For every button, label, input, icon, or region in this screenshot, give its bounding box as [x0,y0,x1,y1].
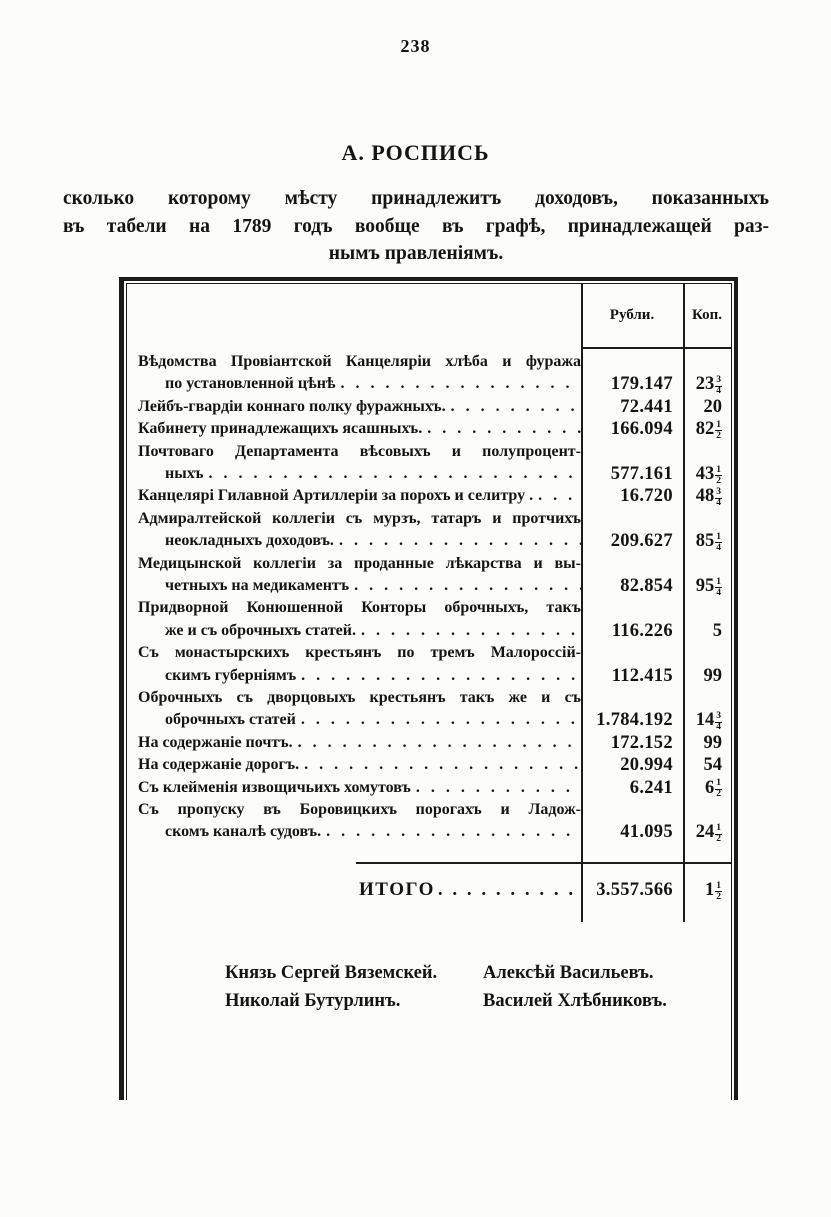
kopecks-cell [681,396,731,418]
kopeck-value: 1 [705,880,715,900]
row-label-line: Канцелярі Гилавной Артиллеріи за порохъ и селитру . . . . [138,485,581,507]
kopeck-value: 43 [695,463,715,484]
kopeck-value: 24 [695,822,715,843]
row-label [127,687,581,732]
kopecks-cell [681,709,731,731]
kopecks-cell [681,485,731,507]
total-row [356,874,731,902]
row-label [127,351,581,396]
table-row [127,732,731,754]
table-row [127,351,731,396]
subtitle-line-1: сколько которому мѣсту принадлежитъ доходовъ, показанныхъ [63,188,769,209]
kopeck-value: 54 [703,755,722,776]
row-label-line: неокладныхъ доходовъ. . . . [138,530,581,552]
row-label [127,396,581,418]
kopecks-cell [681,665,731,687]
row-label-line: ныхъ . . . [138,463,581,485]
row-label-line: На содержаніе почтъ. . . . [138,732,581,754]
row-label [127,732,581,754]
row-label-line: оброчныхъ статей . . . [138,709,581,731]
revenue-table-frame [119,277,738,1100]
kopeck-fraction: $\frac{1}{2}$ [716,880,721,902]
table-row [127,485,731,507]
doc-subtitle [63,185,769,268]
kopeck-value: 23 [695,374,715,395]
kopecks-cell [681,821,731,843]
kopeck-fraction: $\frac{3}{4}$ [716,375,721,397]
kopeck-fraction: $\frac{1}{4}$ [716,531,721,553]
table-row [127,777,731,799]
kopeck-value: 99 [703,665,722,686]
rubles-value: 82.854 [620,575,673,596]
table-row [127,754,731,776]
kopecks-cell [681,575,731,597]
table-rows [127,351,731,844]
kopeck-value: 5 [712,620,722,641]
table-row [127,553,731,598]
doc-title: А. РОСПИСЬ [341,140,490,165]
row-label-line: Съ клейменія извощичьихъ хомутовъ . . . [138,777,581,799]
rubles-value: 166.094 [610,419,673,440]
kopeck-fraction: $\frac{1}{2}$ [716,778,721,800]
subtitle-line-3: нымъ правленіямъ. [328,243,504,265]
row-label [127,485,581,507]
kopeck-value: 6 [705,777,715,798]
revenue-table [126,283,732,1100]
row-label [127,508,581,553]
kopeck-value: 48 [695,486,715,507]
rubles-value: 20.994 [620,755,673,776]
kopeck-value: 14 [695,710,715,731]
row-label [127,553,581,598]
kopecks-cell [681,620,731,642]
rubles-value: 209.627 [610,531,673,552]
row-label [127,418,581,440]
kopeck-fraction: $\frac{1}{4}$ [716,576,721,598]
kopecks-cell [681,463,731,485]
rubles-value: 112.415 [611,665,673,686]
row-label [127,754,581,776]
rubles-value: 116.226 [611,620,673,641]
row-label-line: по установленной цѣнѣ . . . [138,373,581,395]
rubles-value: 72.441 [620,396,673,417]
total-rule [356,862,731,864]
signature: Николай Бутурлинъ. [225,990,401,1011]
kopeck-fraction: $\frac{3}{4}$ [716,487,721,509]
row-label-line: Придворной Конюшенной Конторы оброчныхъ, такъ [138,599,581,617]
signatures-right-column [483,960,667,1015]
rubles-value: 16.720 [620,486,673,507]
kopeck-value: 20 [703,396,722,417]
kopecks-cell [681,530,731,552]
column-header-rubles: Рубли. [609,307,655,323]
total-label: ИТОГО . . . [356,878,581,902]
row-label [127,642,581,687]
signatures-left-column [225,960,437,1015]
kopeck-value: 99 [703,732,722,753]
kopecks-cell [681,373,731,395]
row-label [127,777,581,799]
kopeck-fraction: $\frac{1}{2}$ [716,823,721,845]
rubles-value: 179.147 [610,374,673,395]
table-row [127,642,731,687]
column-header-kopecks: Коп. [691,307,723,323]
row-label [127,799,581,844]
signature: Князь Сергей Вяземскей. [225,963,438,983]
total-rubles: 3.557.566 [596,880,673,900]
rubles-value: 577.161 [610,463,673,484]
table-row [127,418,731,440]
row-label-line: Медицынской коллегіи за проданные лѣкарства и вы- [138,554,581,572]
kopeck-fraction: $\frac{1}{2}$ [716,464,721,486]
rubles-value: 1.784.192 [596,710,673,731]
page-number: 238 [400,36,431,56]
kopeck-fraction: $\frac{3}{4}$ [716,711,721,733]
kopecks-cell [681,418,731,440]
table-row [127,687,731,732]
row-label-line: Съ монастырскихъ крестьянъ по тремъ Малороссій- [138,644,581,662]
row-label-line: Съ пропуску въ Боровицкихъ порогахъ и Ладож- [138,800,581,818]
kopecks-cell [681,777,731,799]
kopeck-value: 82 [695,419,715,440]
header-rule [581,347,731,349]
row-label-line: Лейбъ-гвардіи коннаго полку фуражныхъ. . . . [138,396,581,418]
row-label-line: Оброчныхъ съ дворцовыхъ крестьянъ такъ же и съ [138,688,581,706]
table-row [127,441,731,486]
kopeck-value: 85 [695,531,715,552]
row-label [127,597,581,642]
row-label-line: скомъ каналѣ судовъ. . . . [138,821,581,843]
signature: Алексѣй Васильевъ. [483,963,654,983]
row-label-line: четныхъ на медикаментъ . . . [138,575,581,597]
total-kopecks [681,878,731,902]
table-row [127,597,731,642]
kopeck-fraction: $\frac{1}{2}$ [716,419,721,441]
rubles-value: 6.241 [629,777,673,798]
kopeck-value: 95 [695,575,715,596]
row-label-line: же и съ оброчныхъ статей. . . . [138,620,581,642]
row-label-line: скимъ губерніямъ . . . [138,665,581,687]
row-label-line: На содержаніе дорогъ. . . . [138,754,581,776]
row-label-line: Почтоваго Департамента вѣсовыхъ и полупроцент- [138,442,581,460]
row-label-line: Вѣдомства Провіантской Канцеляріи хлѣба и фуража [138,353,581,370]
rubles-value: 172.152 [610,732,673,753]
row-label-line: Кабинету принадлежащихъ ясашныхъ. . . . [138,418,581,440]
subtitle-line-2: въ табели на 1789 годъ вообще въ графѣ, принадлежащей раз- [63,215,769,237]
signature: Василей Хлѣбниковъ. [483,990,667,1011]
kopecks-cell [681,754,731,776]
row-label-line: Адмиралтейской коллегіи съ мурзъ, татаръ и протчихъ [138,509,581,527]
table-row [127,396,731,418]
rubles-value: 41.095 [620,822,673,843]
table-row [127,799,731,844]
kopecks-cell [681,732,731,754]
row-label [127,441,581,486]
table-row [127,508,731,553]
